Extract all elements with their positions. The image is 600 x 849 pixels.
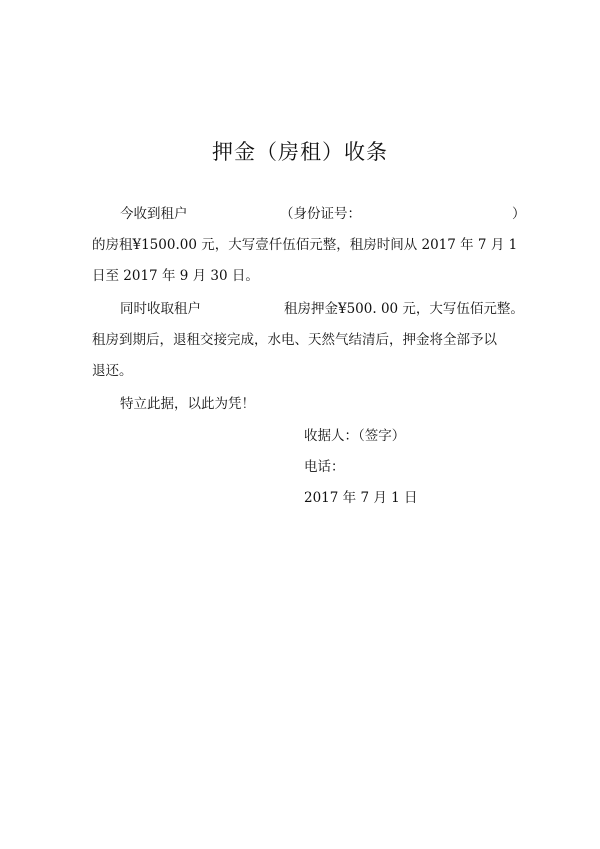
receiver-signature-label: 收据人：（签字） xyxy=(304,428,406,444)
closing-statement: 特立此据，以此为凭！ xyxy=(120,396,255,412)
deposit-tenant-label: 同时收取租户 xyxy=(120,301,201,317)
id-number-close-paren: ） xyxy=(512,206,526,222)
receipt-date: 2017 年 7 月 1 日 xyxy=(304,490,418,506)
deposit-amount-text: 租房押金¥500. 00 元，大写伍佰元整。 xyxy=(284,301,524,317)
rent-amount-line: 的房租¥1500.00 元，大写壹仟伍佰元整，租房时间从 2017 年 7 月 1 xyxy=(92,237,518,253)
id-number-label: （身份证号： xyxy=(280,206,361,222)
deposit-refund-line-end: 退还。 xyxy=(92,363,133,379)
tenant-received-label: 今收到租户 xyxy=(120,206,188,222)
document-title: 押金（房租）收条 xyxy=(212,140,388,164)
deposit-refund-line: 租房到期后，退租交接完成，水电、天然气结清后，押金将全部予以 xyxy=(92,332,497,348)
rent-period-line: 日至 2017 年 9 月 30 日。 xyxy=(92,268,259,284)
phone-label: 电话： xyxy=(304,459,345,475)
